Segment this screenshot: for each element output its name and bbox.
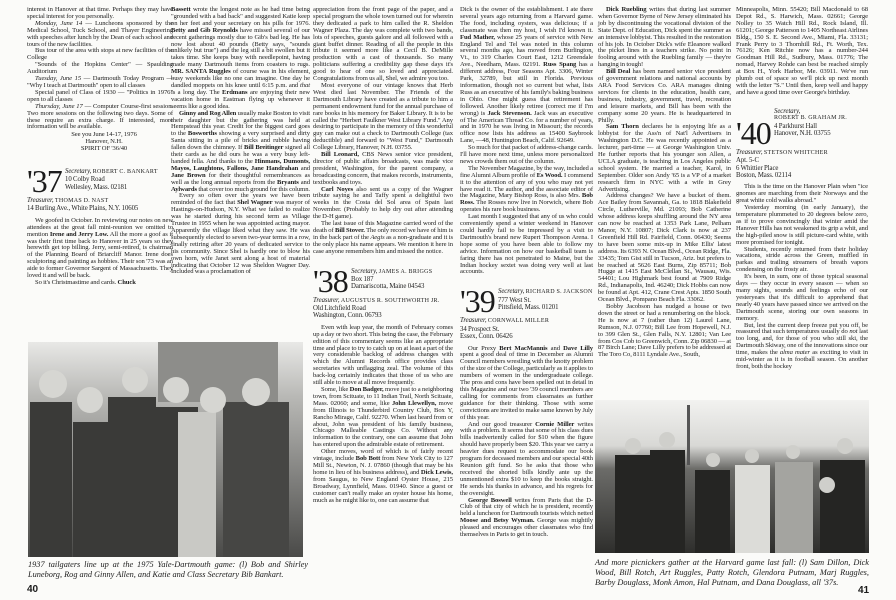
paragraph: Every so often over the years we have been reminded of the fact that Shel Wagner was mayor of Hastings-on-Hudson, N.Y. What we failed to realize was he started during his second term as Village Trustee in 1955 when he was appointed acting mayor. Apparently the village liked what they saw. He was subsequently elected to seven two-year terms in a row, finally retiring after 20 years of dedicated service to his community. Since Shel is hardly one to blow his own horn, wife Janet sent along a host of material indicating that October 12 was Sheldon Wagner Day. Included was a proclamation of	[171, 192, 310, 276]
secretary-name: ROBERT C. BANKART	[92, 169, 158, 176]
bold-name: Betty and Gib Reynolds	[171, 26, 238, 34]
bold-name: Cornie Miller	[535, 420, 575, 428]
paragraph: We goofed in October. In reviewing our notes on new attendees at the great fall mini-reunion we omitted to mention Irene and Jerry Low. All the more a goof as it was their first time back to Hanover in 25 years so they herewith get top billing. Jerry, semi-retired, is chairman of the Planning Board of Briarcliff Manor. Irene does sculptoring and painting as hobbies. Their son '73 was an aide to former Governor Sargent of Massachusetts. They loved it and will be back.	[27, 216, 173, 280]
bold-name: Hinmans, Dumonts, Mayos, Laughtons, Fallons, Jane Handrahan	[171, 157, 310, 172]
bold-name: MR. SANTA Ruggles	[171, 68, 231, 76]
paragraph: Most everyone of our vintage knows that Herb West died last November. The Friends of the Dartmouth Library have created as a tribute to him a permanent endowment fund for the annual purchase of rare books in his memory for Baker Library. It is to be called the "Herbert Faulkner West Library Fund." Any desiring to participate in the memory of this wonderful guy can make out a check to Dartmouth College (tax deductible) and forward to "West Fund," Dartmouth College Library, Hanover, N.H. 03755.	[313, 81, 453, 152]
paragraph: Bassett wrote the longest note as he had time being "grounded with a bad back" and suggested Katie keep on her feet and your secretary on his pills for 1976. Betty and Gib Reynolds have missed several of our recent gatherings mostly due to Gib's bad leg. He has now lost about 40 pounds (Betty says, "sounds unlikely but true") and the leg still a bit swollen but it takes time. She keeps busy with needlepoint, having made many Dartmouth items from coasters to rugs. MR. SANTA Ruggles of course was in his element, busy weekends like no one can imagine. One day he dandled moppets on his knee until 6:15 p.m. and that is a long day. The Erdmans are enjoying their new vacation home in Eastman flying up whenever it seems like a good idea.	[171, 6, 311, 110]
bold-name: Bob Bott	[355, 455, 381, 463]
italic-text: Thursday, June 17	[35, 102, 83, 110]
secretary-address: Hanover, N.H. 03755	[774, 130, 831, 137]
bold-name: Moose and Betsy Wyman.	[460, 517, 535, 525]
photo-tailgaters-image	[28, 342, 303, 557]
secretary-address: 10 Colby Road	[65, 176, 105, 184]
treasurer-label: Treasurer,	[736, 148, 763, 156]
bold-name: Bob Ross.	[460, 192, 593, 207]
paragraph: Dick Ruebling writes that during last summer when Governor Byrne of New Jersey eliminated his job by discontinuing the vocational division of the State Dept. of Education, Dick spent the summer as an intensive lobbyist. This resulted in the restoration of his job. In October Dick's wife Eleanore walked the picket lines in a teachers strike. No point in fooling around with the Ruebling family — they're hanging in tough!	[598, 6, 731, 69]
article-text	[27, 218, 173, 287]
bold-name: Bill Breitinger	[244, 144, 284, 152]
bold-name: Bill Deal	[606, 68, 631, 76]
column-5	[598, 7, 731, 359]
paragraph: Bus tour of the area with stops at new facilities of the College	[27, 47, 173, 62]
bold-name: Aylwards	[171, 185, 197, 193]
bold-name: Carl Noyes	[321, 185, 354, 193]
photo-caption-left: 1937 tailgaters line up at the 1975 Yale-Dartmouth game: (l) Bob and Shirley Luneborg, Rog and Ginny Allen, and Katie and Class Secretary Bib Bankart.	[28, 560, 308, 579]
treasurer-label: Treasurer,	[27, 197, 54, 205]
column-1	[27, 7, 173, 287]
treasurer-address: Old Litchfield Road	[313, 305, 366, 313]
paragraph: Address changes? We have a bucket of them. Ace Bailey from Savannah, Ga. to 1818 Blakefield Circle, Lutherville, Md. 21093; Bob Catherine whose address keeps shuffling around the NY area can now be reached at 1353 Park Lane, Pelham Manor, N.Y. 10807; Dick Clark is now at 237 Greenfield Hill Rd. Fairfield, Conn. 06430; Seems to have been some mix-up in Mike Ellis' latest address. Its 6393 N. Ocean Blvd., Ocean Ridge, Fla. 33435; Tom Gist still in Tucson, Ariz. but prefers to be reached at 5626 East Burns, Zip 85711; Bob Hugge at 1415 East McClellan St., Wausau, Wis. 54401; Lou Highmark best found at 7909 Ridge Rd., Indianapolis, Ind. 46240; Dick Hobbs can now be found at Apt. 412, Crane Crest Apts. 1850 South Ocean Blvd., Pompano Beach Fla. 33062.	[598, 192, 731, 304]
paragraph: This is the time on the Hanover Plain when "ice gnomes are marching from their Norways and the great white cold walks abroad."	[736, 183, 868, 205]
secretary-label: Secretary,	[65, 168, 92, 176]
paragraph: The November Magazine, by the way, included a fine Alumni Album profile of Es Wood. I commend it to the attention of any of you who may not yet have read it. The author, and the associate editor of the Magazine, Mary Bishop Ross, is also Mrs. Bob Ross. The Rosses now live in Norwich, where Bob operates his rare book business.	[460, 164, 594, 214]
class-numeral: '37	[27, 163, 62, 200]
italic-text: Monday, June 14	[35, 19, 83, 27]
treasurer-address: 6 Whittier Place	[736, 164, 779, 172]
secretary-name: JAMES A. BRIGGS	[378, 268, 433, 275]
paragraph: So much for that packet of address-change cards. I'll have more next time, unless more personalized news crowds them out of the column.	[460, 144, 593, 165]
bold-name: Dick Lewis,	[420, 468, 453, 476]
secretary-name: RICHARD S. JACKSON	[525, 289, 593, 296]
column-3	[313, 7, 453, 504]
treasurer-address: Boston, Mass. 02114	[736, 172, 792, 179]
bold-name: Bill Stover.	[335, 227, 365, 234]
bold-name: Shel Wagner	[237, 199, 273, 207]
paragraph: Bobby Jacobson has nudged a house or two down the street or had a renumbering on the block. He is now at 7 (rather than 12) Laurel Lane, Rumson, N.J. 07760; Bill Lee from Hopewell, N.J. to 399 Glen St., Glen Falls, N.Y. 12801; Van Lee from Cos Cob to Greenwich, Conn. Zip 06830 — at 87 Birch Lane; Dave Lilly prefers to be addressed at The Toro Co, 8111 Lyndale Ave., South,	[598, 302, 731, 359]
treasurer-address: Washington, Conn. 06793	[313, 312, 382, 320]
paragraph: Ginny and Rog Allen usually make Boston to visit their daughter but the gathering was held at Hempstead this year. Credit for the biggest card goes to the Bosworths showing a very surprised and dirty Santa sitting in a pile of bricks and rubble having fallen down the chimney. If Bill Breitinger signed all their cards as he did ours he was a very busy left-handed fella. And thanks to the Hinmans, Dumonts, Mayos, Laughtons, Fallons, Jane Handrahan and Jane Brown for their thoughtful remembrances as well as the long annual reports from the Bryants and Aylwards that cover too much ground for this column.	[171, 109, 311, 193]
treasurer-address: Essex, Conn. 06426	[460, 333, 513, 341]
page-number-left: 40	[27, 584, 39, 595]
signoff-line: SPIRIT OF '36/40	[80, 145, 128, 153]
class-header-40	[736, 107, 868, 180]
paragraph: Even with leap year, the month of February comes up a day or two short. This being the case, the February edition of this commentary seems like an appropriate time and place to try to catch up on at least a part of the very considerable backlog of address changes with which the Alumni Records office provides class secretaries with unflagging zeal. The volume of this back-log certainly indicates that those of us who are still able to move at all move frequently.	[313, 323, 453, 387]
secretary-address: Pittsfield, Mass. 01201	[498, 304, 559, 312]
signoff-line: See you June 14-17, 1976	[71, 131, 137, 139]
signoff	[27, 132, 173, 153]
bold-name: Bill Leonard,	[321, 151, 359, 159]
paragraph: But, lest the current deep freeze put you off, be reassured that such temperatures usually do not last too long, and, for those of you who still ski, the Dartmouth Skiway, one of the innovations since our time, makes the alma mater as exciting to visit in mid-winter as it is in football season. On another front, both the hockey	[736, 321, 868, 370]
italic-text: Tuesday, June 15	[35, 75, 82, 83]
bold-name: Bosworths	[187, 130, 217, 138]
paragraph: Sam Thorn declares he is enjoying life as a lobbyist for the Ass'n of Nat'l Advertisers in Washington D.C. He was recently appointed as a lecturer, part-time — at George Washington Univ. He further reports that his younger son Allen, a UCLA graduate, is teaching in Los Angeles public school system. He married a teacher, Karol, in September. Older son Andy '65 is a VP of a market research firm in NYC with a wife in Grey Advertising.	[598, 123, 731, 193]
article-text	[598, 7, 731, 359]
paragraph: Thursday, June 17 — Computer Course-first session. Two more sessions on the following two days. Some of these require an extra charge. If interested, more information will be available.	[27, 102, 173, 131]
paragraph: Minneapolis, Minn. 55420; Bill Macdonald to 68 Depot Rd., S. Harwich, Mass. 02661; George Nolley to 35 Watch Hill Rd., Rock Island, Ill. 61201; George Patterson to 1405 Northeast Airlines Bldg., 150 S. E. Second Ave., Miami, Fla. 33131; Frank Perry to 3 Thornhill Rd., Ft. Worth, Tex. 76126; Ken Ritchie now has a number-244 Goodman Hill Rd., Sudbury, Mass. 01776; The nomad, Harvey Rohde can best be reached simply at Box H., York Harbor, Me. 03911. We've run plumb out of space so we'll pick up next month with the letter "S." Until then, keep well and happy and have a good time over George's birthday.	[736, 6, 868, 96]
column-6	[736, 7, 868, 371]
paragraph: Bill Leonard, CBS News senior vice president, director of public affairs broadcasts, was made vice president, Washington, for the parent company, a broadcasting concern, that makes records, instruments, textbooks and toys.	[313, 151, 453, 186]
bold-name: Chuck	[117, 279, 136, 286]
bold-name: George Boswell	[468, 496, 512, 504]
paragraph: appreciation from the front page of the paper, and a special program the whole town turned out for wherein they dedicated a park to him called the R. Sheldon Wagner Plaza. The day was complete with two bands, lots of speeches, guests galore and all followed with a giant buffet dinner. Reading of all the people in this tribute it seemed more like a Cecil B. DeMille production with a cast of thousands. So many politicians suffering a credibility gap these days it's good to hear of one so loved and appreciated. Congratulations from us all, Shel, we admire you too.	[313, 6, 453, 83]
bold-name: Jack Stevenson.	[487, 109, 532, 117]
paragraph: It's been, in sum, one of those typical seasonal days — they occur in every season — when so many sights, sounds and feelings echo of our yesteryears that it's difficult to apprehend that nearly 40 years have passed since we arrived on the Dartmouth scene, storing our own seasons in memory.	[736, 273, 868, 322]
article-text	[460, 346, 593, 539]
paragraph: Students, recently returned from their holiday vacations, stride across the Green, muffled in parkas and trailing streamers of breath vapors condensing on the frosty air.	[736, 245, 868, 274]
secretary-address: Damariscotta, Maine 04543	[351, 283, 425, 291]
paragraph: Tuesday, June 15 — Dartmouth Today Program — "Why I teach at Dartmouth" open to all classes	[27, 75, 173, 89]
secretary-address: 777 West St.	[498, 296, 531, 304]
bold-name: Dick Ruebling	[606, 6, 647, 13]
secretary-address: Box 187	[351, 276, 374, 284]
treasurer-address: Apt. 5-C	[736, 157, 759, 165]
treasurer-label: Treasurer,	[313, 296, 340, 304]
article-text	[313, 325, 453, 505]
paragraph: George Boswell writes from Paris that the D-Club of that city of which he is president, recently held a luncheon for Dartmouth tourists which netted Moose and Betsy Wyman. George was mightily pleased and encourages other classmates who find themselves in Paris to get in touch.	[460, 496, 593, 539]
paragraph: Yesterday morning (in early January), the temperature plummeted to 20 degrees below zero, as if to prove convincingly that winter amid the Hanover Hills has not weakened its grip a whit, and the high-piled snow is still picture-card white, with more promised for tonight.	[736, 204, 868, 246]
bold-name: Dave Lilly	[563, 344, 593, 352]
secretary-label: Secretary,	[498, 288, 525, 296]
treasurer-address: 34 Prospect St.	[460, 325, 500, 333]
article-text	[736, 184, 868, 370]
paragraph: Special panel of Class of 1930 — "Politics in 1976" open to all classes	[27, 88, 173, 103]
class-numeral: '38	[313, 262, 348, 299]
paragraph: Last month I suggested that any of us who could conveniently spend a winter weekend in Hanover could hardly fail to be impressed by a visit to Dartmouth's brand new Rupert Thompson Arena. I hope some of you have been able to follow my advice. Information on how our basketball team is faring there has not penetrated to Maine, but the Indian hockey sextet was doing very well at last accounts.	[460, 213, 593, 276]
bold-name: Bassett	[171, 6, 191, 13]
paragraph: interest in Hanover at that time. Perhaps they may have special interest for you personally.	[27, 6, 173, 20]
bold-name: Bryants	[277, 178, 299, 186]
italic-text: that	[300, 81, 310, 89]
bold-name: Fud Mather,	[460, 33, 495, 41]
class-numeral: '40	[736, 114, 771, 151]
bold-name: Sam Thorn	[606, 123, 639, 131]
photo-1937-tailgaters	[28, 342, 303, 557]
italic-text: Aegis	[370, 233, 385, 241]
paragraph: So it's Christmastime and cards. Chuck	[35, 279, 136, 286]
photo-harvard-picnickers	[595, 400, 869, 553]
bold-name: Erdmans	[222, 88, 248, 96]
treasurer-address: 14 Burling Ave., White Plains, N.Y. 10605	[27, 205, 139, 213]
article-text	[27, 7, 173, 131]
bold-name: Ginny and Rog Allen	[179, 109, 237, 117]
secretary-address: 4 Parkhurst Hall	[774, 122, 817, 130]
bold-name: Don Badger,	[349, 386, 384, 393]
paragraph: Carl Noyes also sent us a copy of the Wagner tribute saying he and Taffy spent a delightful two weeks in the Costa del Sol area of Spain last November. (Probably to help dry out after attending the D-H game).	[313, 185, 453, 221]
class-header-38	[313, 262, 453, 320]
bold-name: Irene and Jerry Low.	[49, 230, 109, 238]
class-numeral: '39	[460, 283, 495, 320]
paragraph: Other moves, word of which is of fairly recent vintage, include Bob Bott from New York City to 127 Mill St., Newton, N. J. 07860 (though that may be his home in lieu of his business address), and Dick Lewis, from Saugus, to New England Oyster House, 215 Broadway, Lynnfield, Mass. 01940. Since a guest or customer can't really make an oyster house his home, much as he might like to, one can assume that	[313, 448, 453, 504]
secretary-label: Secretary,	[774, 107, 801, 115]
bold-name: Es Wood.	[536, 171, 563, 179]
paragraph: Dick is the owner of the establishment. I ate there several years ago returning from a Harvard game. The food, including oysters, was delicious; if a classmate was then my host, I wish I'd known it. Fud Mather, whose 25 years of service with New England Tel and Tel was noted in this column several months ago, has moved from Burlington, Vt., to 319 Charles Court East, 1212 Greendale Ave., Needham, Mass. 02191. Russ Spang has a different address, Four Seasons Apt. 3306, Winter Park, 32789, but still in Florida. Previous information, though not so current but what, lists Russ as an executive of his family's baking business in Ohio. One might guess that retirement has followed. Another likely retiree (correct me if I'm wrong) is Jack Stevenson. Jack was an executive of The American Thread Co. for a number of years, and in 1970 he was living in Missouri; the records office now lists his address as 15400 Saybrook Lane, —48, Huntington Beach, Calif. 92649.	[460, 6, 593, 145]
secretary-address: Wellesley, Mass. 02181	[65, 183, 128, 191]
paragraph: "Sounds of the Hopkins Center" — Spaulding Auditorium	[27, 61, 173, 76]
bold-name: Russ Spang	[543, 61, 577, 69]
treasurer-name: THOMAS D. NAST	[54, 198, 109, 205]
paragraph: Our Prexy Bert MacMannis and Dave Lilly spent a good deal of time in December as Alumni Council members wrestling with the knotty problem of the size of the College, particularly as it applies to numbers of women in the undergraduate college. The pros and cons have been spelled out in detail in this Magazine and our two '39 council members are calling for comments from classmates as further guidance for their thinking. Those with some convictions are invited to make same known by July of this year.	[460, 344, 593, 421]
italic-text: not	[849, 328, 858, 336]
treasurer-name: CORNWALL MILLER	[487, 318, 550, 325]
secretary-name: ROBERT B. GRAHAM JR.	[774, 115, 848, 122]
treasurer-label: Treasurer,	[460, 317, 487, 325]
paragraph: Monday, June 14 — Luncheons sponsored by the Medical School, Tuck School, and Thayer Engineering with speeches after lunch by the Dean of each school and tours of the new facilities.	[27, 19, 173, 48]
bold-name: Bert MacMannis	[499, 344, 548, 352]
article-text	[171, 7, 310, 276]
italic-text: alma mater	[779, 349, 811, 357]
photo-picnickers-image	[595, 400, 869, 553]
column-2	[171, 7, 310, 276]
paragraph: Bill Deal has been named senior vice president of government relations and national accounts by ARA Food Services Co. ARA manages dining services for clients in the education, health care, business, industry, government, travel, recreation and leisure markets, and Bill has been with the company some 20 years. He is headquartered in Philly.	[598, 68, 731, 124]
paragraph: The last issue of this Magazine carried word of the death of Bill Stover. The only record we have of him is in the back part of the Aegis as a non-graduate and it is the only place his name appears. We mention it here in case anyone remembers him and missed the notice.	[313, 220, 453, 255]
photo-caption-right: And more picnickers gather at the Harvard game last fall: (l) Sam Dillon, Dick Wood, Bill Rotch, Art Ruggles, Patty Rotch, Glendora Putnam, Marj Ruggles, Barby Douglass, Monk Amon, Hal Putnam, and Dana Douglass, all '37s.	[595, 558, 869, 587]
treasurer-name: STETSON WHITCHER	[763, 149, 828, 156]
class-header-39	[460, 283, 593, 341]
secretary-label: Secretary,	[351, 267, 378, 275]
class-header-37	[27, 163, 173, 213]
treasurer-name: AUGUSTUS R. SOUTHWORTH JR.	[340, 297, 440, 304]
signoff-line: Hanover, N.H.	[85, 138, 123, 146]
paragraph: Some, like Don Badger, move just to a neighboring town, from Scituate, to 11 Indian Trail, North Scituate, Mass. 02060; and some, like John Llewellyn, move from Illinois to Thunderbird Country Club, Box Y, Rancho Mirage, Calif. 92270. When last heard from or about, John was president of his family business, Chicago Malleable Castings Co. Without any information to the contrary, one can assume that John has entered upon the admirable estate of retirement.	[313, 386, 453, 449]
page-number-right: 41	[858, 585, 870, 596]
paragraph: And our good treasurer Cornie Miller writes with a problem. It seems that some of his class dues bills inadvertently called for $10 when the figure should have properly been $20. This year we carry a heavier dues request to accommodate our book program for deceased members and our special 40th Reunion gift fund. So he asks that those who received the shorted bills kindly ante up the unmentioned extra $10 to keep the books straight. He sends his thanks in advance, and his regrets for the oversight.	[460, 420, 593, 497]
column-4	[460, 7, 593, 539]
bold-name: John Llewellyn,	[391, 399, 437, 407]
article-text	[460, 7, 593, 276]
bold-name: Jane Brown	[171, 171, 206, 179]
article-text	[313, 7, 453, 256]
article-text	[736, 7, 868, 97]
